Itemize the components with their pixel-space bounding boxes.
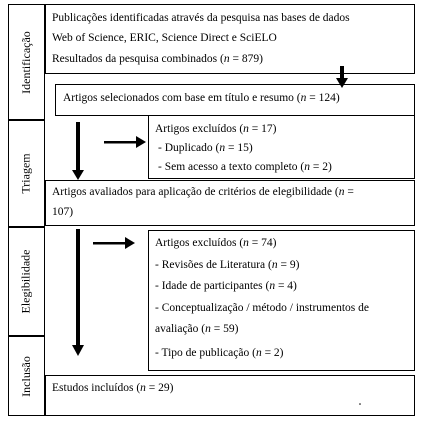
arrow-identification-to-selected (336, 66, 348, 88)
identification-line-1: Publicações identificadas através da pesquisa nas bases de dados (52, 12, 350, 24)
evaluated-line-2: 107) (52, 206, 74, 218)
identification-line-2: Web of Science, ERIC, Science Direct e SciELO (52, 32, 277, 44)
excluded-2-title: Artigos excluídos (n = 74) (155, 237, 277, 249)
stray-dot (359, 403, 361, 405)
phase-label-inclusao: Inclusão (18, 355, 33, 397)
phase-label-triagem: Triagem (18, 153, 33, 194)
excluded-2-item-idade: - Idade de participantes (n = 4) (155, 280, 297, 292)
excluded-1-item-duplicado: - Duplicado (n = 15) (158, 142, 253, 154)
excluded-2-item-conceptualizacao: - Conceptualização / método / instrumentos de (155, 302, 369, 314)
arrow-to-excluded-2 (93, 237, 135, 249)
identification-line-3: Resultados da pesquisa combinados (n = 879) (52, 53, 263, 65)
excluded-2-item-revisoes: - Revisões de Literatura (n = 9) (155, 259, 300, 271)
excluded-2-item-tipo: - Tipo de publicação (n = 2) (155, 347, 284, 359)
arrow-to-excluded-1 (104, 136, 146, 148)
arrow-evaluated-to-included (72, 229, 84, 356)
evaluated-line-1: Artigos avaliados para aplicação de critérios de elegibilidade (n = (52, 186, 354, 198)
excluded-1-title: Artigos excluídos (n = 17) (155, 123, 277, 135)
selected-text: Artigos selecionados com base em título e resumo (n = 124) (63, 92, 340, 104)
phase-label-identificacao: Identificação (18, 30, 33, 94)
included-text: Estudos incluídos (n = 29) (52, 382, 174, 394)
phase-label-elegibilidade: Elegibilidade (18, 249, 33, 314)
arrow-selected-to-evaluated (72, 122, 84, 180)
excluded-2-item-avaliacao: avaliação (n = 59) (155, 323, 239, 335)
excluded-1-item-sem-acesso: - Sem acesso a texto completo (n = 2) (158, 161, 332, 173)
